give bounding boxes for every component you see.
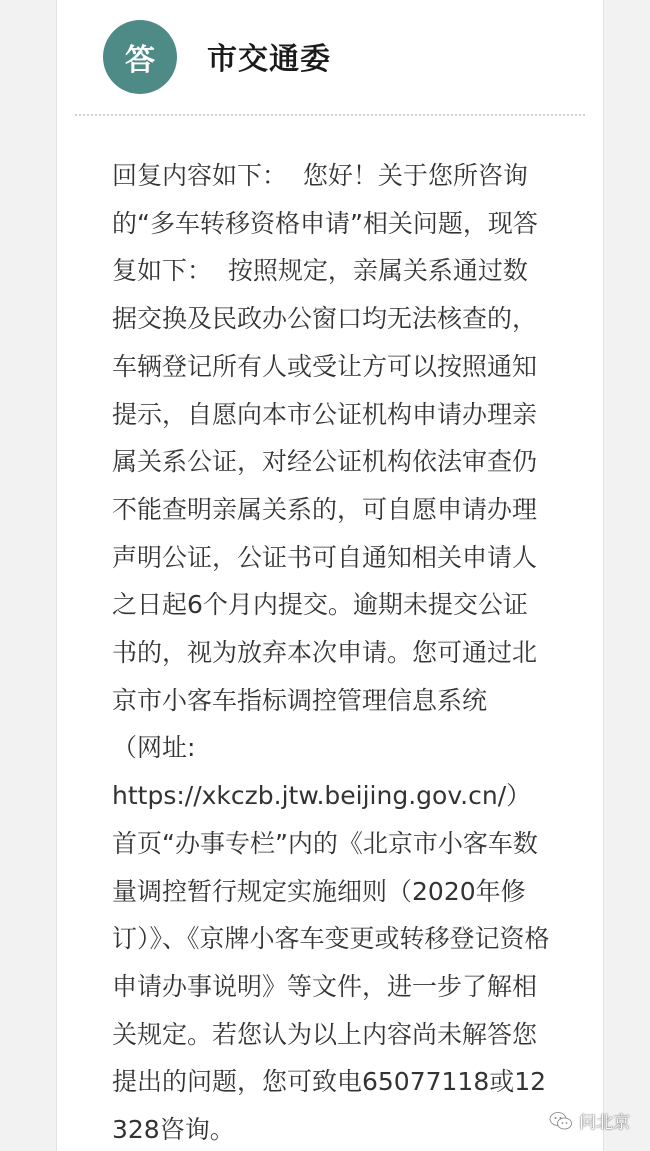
answer-avatar: 答	[103, 20, 177, 94]
dotted-divider	[75, 114, 585, 116]
wechat-icon	[549, 1111, 573, 1131]
watermark	[549, 1108, 630, 1133]
reply-header	[57, 0, 603, 116]
reply-card	[56, 0, 604, 1151]
reply-content: 回复内容如下： 您好！关于您所咨询的“多车转移资格申请”相关问题，现答复如下： 按照规定，亲属关系通过数据交换及民政办公窗口均无法核查的，车辆登记所有人或受让方可以按照通知提示，自愿向本市公证机构申请办理亲属关系公证，对经公证机构依法审查仍不能查明亲属关系的，可自愿申请办理声明公证，公证书可自通知相关申请人之日起6个月内提交。逾期未提交公证书的，视为放弃本次申请。您可通过北京市小客车指标调控管理信息系统 （网址: https://xkczb.jtw.beijing.gov.cn/）首页“办事专栏”内的《北京市小客车数量调控暂行规定实施细则（2020年修订）》、《京牌小客车变更或转移登记资格申请办事说明》等文件，进一步了解相关规定。若您认为以上内容尚未解答您提出的问题，您可致电65077118或12328咨询。	[112, 161, 550, 1145]
watermark-label: 问北京	[579, 1113, 630, 1133]
organization-name: 市交通委	[207, 42, 331, 77]
